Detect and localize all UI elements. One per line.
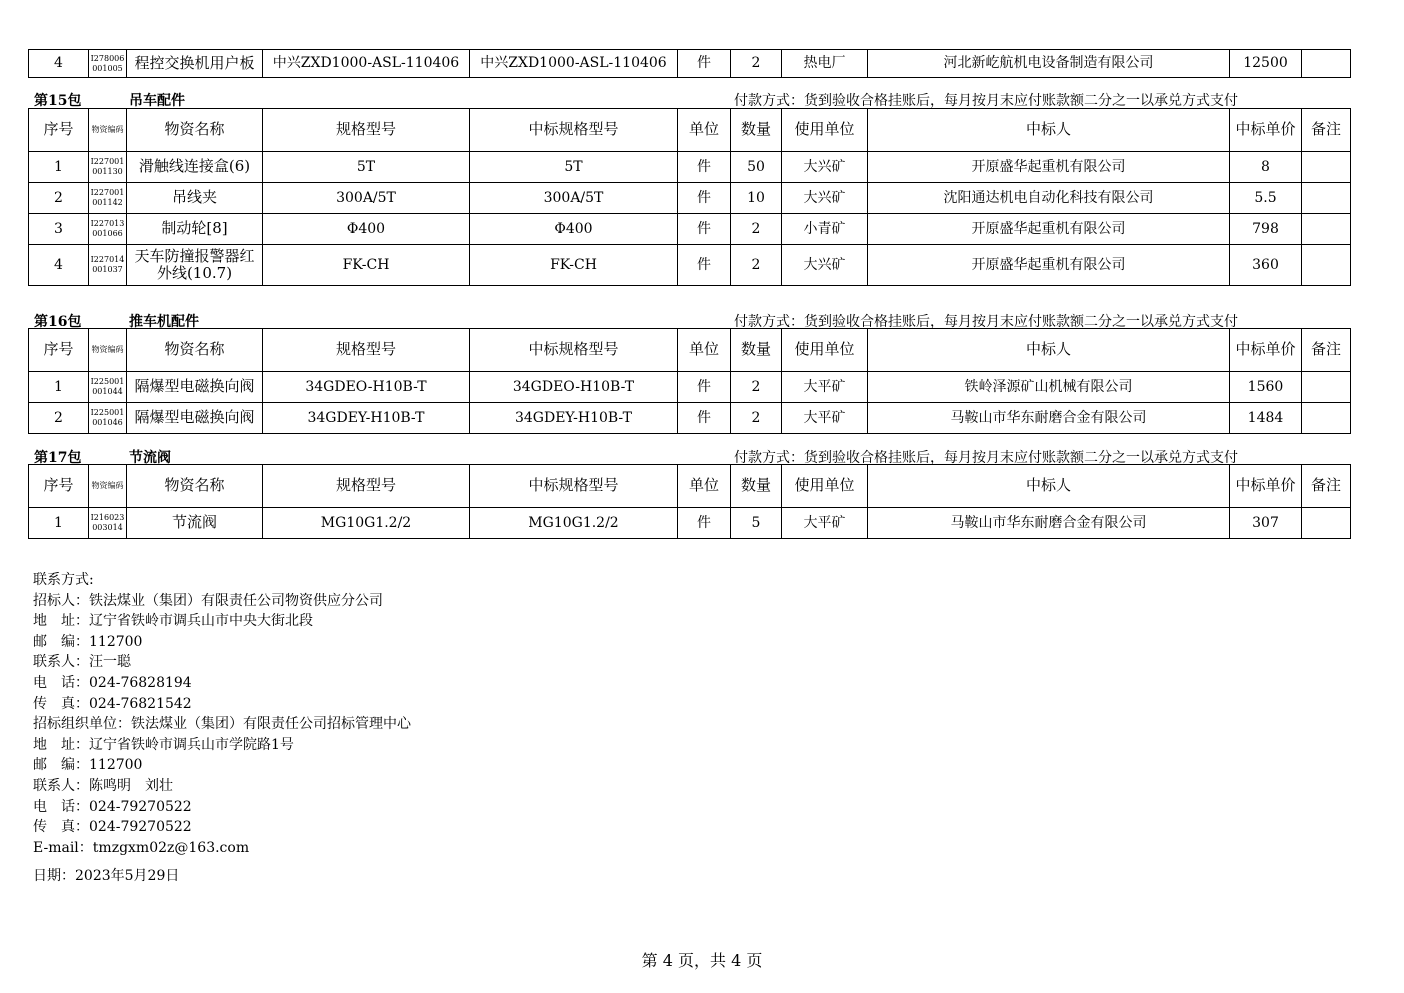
- cell-win-spec: FK-CH: [470, 245, 678, 286]
- contact-line: 联系人：陈鸣明 刘壮: [33, 777, 173, 794]
- cell-unit: 件: [678, 214, 731, 245]
- cell-no: 1: [29, 152, 89, 183]
- contact-line: 电 话：024-79270522: [33, 798, 192, 815]
- cell-name: 隔爆型电磁换向阀: [127, 403, 263, 434]
- cell-qty: 2: [731, 214, 782, 245]
- cell-winner: 开原盛华起重机有限公司: [868, 245, 1230, 286]
- cell-unit: 件: [678, 50, 731, 78]
- package-name: 吊车配件: [129, 93, 185, 109]
- document-date: 日期：2023年5月29日: [33, 868, 180, 884]
- cell-note: [1302, 50, 1351, 78]
- payment-terms: 付款方式：货到验收合格挂账后，每月按月末应付账款额二分之一以承兑方式支付: [734, 314, 1238, 330]
- header-row: [29, 465, 1351, 508]
- header-user: 使用单位: [782, 329, 868, 372]
- cell-qty: 2: [731, 403, 782, 434]
- table-row: [29, 152, 1351, 183]
- cell-winner: 开原盛华起重机有限公司: [868, 152, 1230, 183]
- header-unit: 单位: [678, 329, 731, 372]
- cell-user: 大兴矿: [782, 245, 868, 286]
- cell-code: I227014001037: [89, 245, 127, 286]
- cell-note: [1302, 372, 1351, 403]
- table-row: [29, 403, 1351, 434]
- header-price: 中标单价: [1230, 109, 1302, 152]
- cell-note: [1302, 214, 1351, 245]
- cell-note: [1302, 152, 1351, 183]
- package-table: [28, 464, 1351, 539]
- cell-winner: 铁岭泽源矿山机械有限公司: [868, 372, 1230, 403]
- contact-line: 地 址：辽宁省铁岭市调兵山市中央大街北段: [33, 613, 313, 630]
- cell-qty: 2: [731, 245, 782, 286]
- cell-winner: 马鞍山市华东耐磨合金有限公司: [868, 508, 1230, 539]
- cell-code: I216023003014: [89, 508, 127, 539]
- cell-no: 2: [29, 183, 89, 214]
- header-spec: 规格型号: [263, 109, 470, 152]
- cell-unit: 件: [678, 508, 731, 539]
- cell-qty: 10: [731, 183, 782, 214]
- header-name: 物资名称: [127, 109, 263, 152]
- cell-win-spec: 34GDEO-H10B-T: [470, 372, 678, 403]
- contact-line: 传 真：024-79270522: [33, 819, 192, 836]
- cell-name: 节流阀: [127, 508, 263, 539]
- cell-user: 大兴矿: [782, 152, 868, 183]
- header-qty: 数量: [731, 109, 782, 152]
- cell-unit: 件: [678, 183, 731, 214]
- header-win-spec: 中标规格型号: [470, 109, 678, 152]
- contact-line: 邮 编：112700: [33, 633, 143, 650]
- package-number: 第17包: [34, 450, 82, 466]
- package-name: 推车机配件: [129, 314, 199, 330]
- header-row: [29, 329, 1351, 372]
- cell-win-spec: 34GDEY-H10B-T: [470, 403, 678, 434]
- cell-winner: 马鞍山市华东耐磨合金有限公司: [868, 403, 1230, 434]
- cell-win-spec: 中兴ZXD1000-ASL-110406: [470, 50, 678, 78]
- cell-code: I227001001130: [89, 152, 127, 183]
- cell-user: 大平矿: [782, 372, 868, 403]
- contact-line: E-mail：tmzgxm02z@163.com: [33, 839, 250, 856]
- header-code: 物资编码: [89, 329, 127, 372]
- cell-price: 12500: [1230, 50, 1302, 78]
- contact-block: [33, 570, 411, 858]
- cell-qty: 50: [731, 152, 782, 183]
- header-user: 使用单位: [782, 465, 868, 508]
- cell-code: I278006001005: [89, 50, 127, 78]
- cell-win-spec: Φ400: [470, 214, 678, 245]
- header-spec: 规格型号: [263, 465, 470, 508]
- header-qty: 数量: [731, 465, 782, 508]
- cell-winner: 河北新屹航机电设备制造有限公司: [868, 50, 1230, 78]
- cell-price: 360: [1230, 245, 1302, 286]
- cell-price: 798: [1230, 214, 1302, 245]
- header-winner: 中标人: [868, 329, 1230, 372]
- header-price: 中标单价: [1230, 329, 1302, 372]
- cell-spec: 中兴ZXD1000-ASL-110406: [263, 50, 470, 78]
- cell-name: 吊线夹: [127, 183, 263, 214]
- cell-user: 大平矿: [782, 508, 868, 539]
- cell-no: 4: [29, 245, 89, 286]
- cell-win-spec: 5T: [470, 152, 678, 183]
- header-note: 备注: [1302, 329, 1351, 372]
- contact-line: 联系人：汪一聪: [33, 654, 131, 671]
- cell-qty: 5: [731, 508, 782, 539]
- cell-no: 2: [29, 403, 89, 434]
- cell-user: 热电厂: [782, 50, 868, 78]
- cell-name: 天车防撞报警器红外线(10.7): [127, 245, 263, 286]
- cell-spec: Φ400: [263, 214, 470, 245]
- cell-unit: 件: [678, 245, 731, 286]
- package-table: [28, 108, 1351, 286]
- cell-user: 小青矿: [782, 214, 868, 245]
- top-continuation-table: [28, 49, 1351, 78]
- payment-terms: 付款方式：货到验收合格挂账后，每月按月末应付账款额二分之一以承兑方式支付: [734, 450, 1238, 466]
- contact-line: 招标组织单位：铁法煤业（集团）有限责任公司招标管理中心: [33, 716, 411, 733]
- cell-price: 8: [1230, 152, 1302, 183]
- cell-name: 程控交换机用户板: [127, 50, 263, 78]
- cell-price: 5.5: [1230, 183, 1302, 214]
- cell-no: 1: [29, 508, 89, 539]
- contact-line: 招标人：铁法煤业（集团）有限责任公司物资供应分公司: [33, 592, 383, 609]
- cell-no: 1: [29, 372, 89, 403]
- cell-win-spec: MG10G1.2/2: [470, 508, 678, 539]
- payment-terms: 付款方式：货到验收合格挂账后，每月按月末应付账款额二分之一以承兑方式支付: [734, 93, 1238, 109]
- cell-price: 307: [1230, 508, 1302, 539]
- contact-line: 邮 编：112700: [33, 757, 143, 774]
- header-winner: 中标人: [868, 109, 1230, 152]
- table-row: [29, 50, 1351, 78]
- cell-code: I227013001066: [89, 214, 127, 245]
- table-row: [29, 508, 1351, 539]
- cell-note: [1302, 508, 1351, 539]
- header-name: 物资名称: [127, 465, 263, 508]
- contact-line: 地 址：辽宁省铁岭市调兵山市学院路1号: [33, 736, 294, 753]
- contact-line: 传 真：024-76821542: [33, 695, 192, 712]
- header-spec: 规格型号: [263, 329, 470, 372]
- cell-price: 1560: [1230, 372, 1302, 403]
- header-no: 序号: [29, 465, 89, 508]
- cell-no: 4: [29, 50, 89, 78]
- cell-price: 1484: [1230, 403, 1302, 434]
- contact-line: 电 话：024-76828194: [33, 674, 192, 691]
- header-price: 中标单价: [1230, 465, 1302, 508]
- header-win-spec: 中标规格型号: [470, 465, 678, 508]
- header-name: 物资名称: [127, 329, 263, 372]
- header-code: 物资编码: [89, 109, 127, 152]
- package-heading: [34, 90, 1404, 110]
- header-winner: 中标人: [868, 465, 1230, 508]
- cell-spec: MG10G1.2/2: [263, 508, 470, 539]
- cell-name: 制动轮[8]: [127, 214, 263, 245]
- cell-note: [1302, 245, 1351, 286]
- cell-spec: 300A/5T: [263, 183, 470, 214]
- cell-name: 滑触线连接盒(6): [127, 152, 263, 183]
- header-row: [29, 109, 1351, 152]
- table-row: [29, 372, 1351, 403]
- cell-code: I225001001046: [89, 403, 127, 434]
- package-name: 节流阀: [129, 450, 171, 466]
- cell-unit: 件: [678, 152, 731, 183]
- table-row: [29, 214, 1351, 245]
- cell-spec: 34GDEO-H10B-T: [263, 372, 470, 403]
- cell-code: I225001001044: [89, 372, 127, 403]
- cell-note: [1302, 403, 1351, 434]
- header-user: 使用单位: [782, 109, 868, 152]
- cell-spec: 5T: [263, 152, 470, 183]
- page-footer: 第 4 页，共 4 页: [641, 951, 763, 970]
- cell-qty: 2: [731, 372, 782, 403]
- table-row: [29, 245, 1351, 286]
- header-code: 物资编码: [89, 465, 127, 508]
- cell-code: I227001001142: [89, 183, 127, 214]
- package-number: 第15包: [34, 93, 82, 109]
- header-unit: 单位: [678, 465, 731, 508]
- cell-no: 3: [29, 214, 89, 245]
- header-no: 序号: [29, 329, 89, 372]
- table-row: [29, 183, 1351, 214]
- cell-spec: 34GDEY-H10B-T: [263, 403, 470, 434]
- cell-unit: 件: [678, 403, 731, 434]
- cell-user: 大平矿: [782, 403, 868, 434]
- header-win-spec: 中标规格型号: [470, 329, 678, 372]
- header-no: 序号: [29, 109, 89, 152]
- package-number: 第16包: [34, 314, 82, 330]
- contact-title: 联系方式:: [33, 572, 94, 588]
- cell-unit: 件: [678, 372, 731, 403]
- header-qty: 数量: [731, 329, 782, 372]
- cell-user: 大兴矿: [782, 183, 868, 214]
- cell-win-spec: 300A/5T: [470, 183, 678, 214]
- header-note: 备注: [1302, 465, 1351, 508]
- cell-winner: 沈阳通达机电自动化科技有限公司: [868, 183, 1230, 214]
- cell-note: [1302, 183, 1351, 214]
- package-table: [28, 328, 1351, 434]
- cell-spec: FK-CH: [263, 245, 470, 286]
- cell-qty: 2: [731, 50, 782, 78]
- header-note: 备注: [1302, 109, 1351, 152]
- cell-name: 隔爆型电磁换向阀: [127, 372, 263, 403]
- header-unit: 单位: [678, 109, 731, 152]
- cell-winner: 开原盛华起重机有限公司: [868, 214, 1230, 245]
